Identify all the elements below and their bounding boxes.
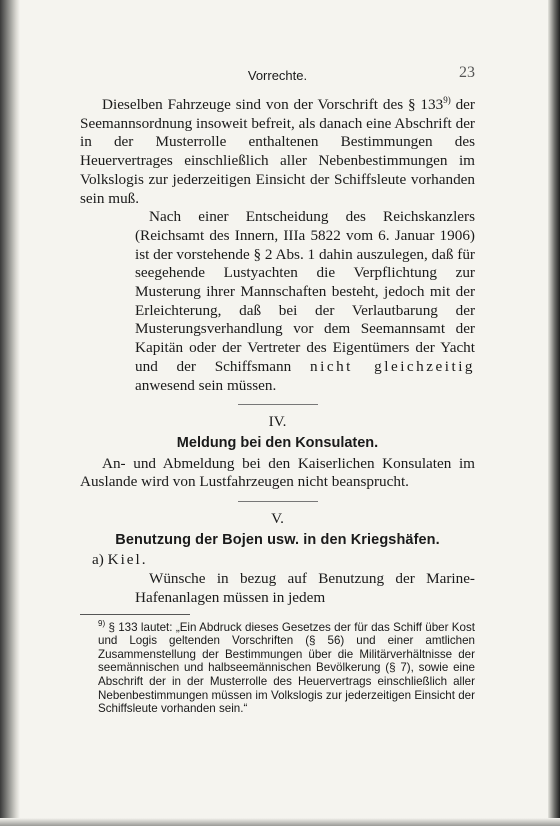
page-gutter-shadow bbox=[0, 0, 20, 826]
paragraph-hafenanlagen: Wünsche in bezug auf Benutzung der Marine-Hafenanlagen müssen in jedem bbox=[135, 570, 475, 606]
paragraph-text-cont: der Seemannsordnung insoweit befreit, als danach eine Abschrift der in der Musterrolle enthaltenen Bestimmungen des Heuervertrages einschließlich aller Nebenbestimmungen im Volkslogis zur jederzeitigen Einsicht der Schiffsleute vorhanden sein muß. bbox=[80, 96, 475, 207]
page-edge-shadow bbox=[548, 0, 560, 826]
footnote-rule bbox=[80, 614, 190, 615]
emphasized-text: nicht gleichzeitig bbox=[310, 357, 476, 375]
footnote-reference: 9) bbox=[443, 94, 451, 105]
page-bottom-edge bbox=[0, 818, 560, 826]
section-divider bbox=[238, 501, 318, 502]
paragraph-text: Nach einer Entscheidung des Reichskanzlers (Reichsamt des Innern, IIIa 5822 vom 6. Januar 1906) ist der vorstehende § 2 Abs. 1 dahin auszulegen, daß für seegehende Lustyachten die Verpflichtung zur Musterung ihrer Mannschaften besteht, jedoch mit der Erleichterung, daß bei der Verlautbarung der Musterungsverhandlung vor dem Seemannsamt der Kapitän oder der Vertreter des Eigentümers der Yacht und der Schiffsmann bbox=[135, 208, 475, 375]
page-header bbox=[80, 64, 475, 86]
footnote-text: § 133 lautet: „Ein Abdruck dieses Gesetzes der für das Schiff über Kost und Logis geltenden Vorschriften (§ 56) und einer amtlichen Zusammenstellung der Bestimmungen über die Militärverhältnisse der seemännischen und halbseemännischen Bevölkerung (§ 7), sowie eine Abschrift der in der Musterrolle des Heuervertrags einschließlich aller Nebenbestimmungen müssen im Volkslogis zur jederzeitigen Einsicht der Schiffsleute vorhanden sein.“ bbox=[98, 620, 475, 716]
section-title-konsulaten: Meldung bei den Konsulaten. bbox=[176, 434, 379, 451]
running-head: Vorrechte. bbox=[247, 68, 308, 83]
subsection-label: Kiel. bbox=[107, 551, 148, 569]
paragraph-seemannsordnung bbox=[80, 96, 475, 208]
paragraph-text: Dieselben Fahrzeuge sind von der Vorschrift des § 133 bbox=[102, 96, 444, 113]
subsection-kiel bbox=[80, 551, 475, 570]
footnote-mark: 9) bbox=[98, 618, 106, 628]
subsection-prefix: a) bbox=[92, 551, 104, 569]
indented-block bbox=[135, 208, 475, 395]
section-number-v: V. bbox=[271, 510, 284, 528]
paragraph-tail: anwesend sein müssen. bbox=[135, 376, 277, 394]
section-title-bojen: Benutzung der Bojen usw. in den Kriegshäfen. bbox=[115, 531, 440, 548]
page-content bbox=[80, 64, 475, 716]
footnote bbox=[80, 618, 475, 716]
paragraph-reichskanzler bbox=[135, 208, 475, 395]
section-number-iv: IV. bbox=[268, 413, 287, 431]
page-number: 23 bbox=[459, 64, 475, 81]
paragraph-konsulaten: An- und Abmeldung bei den Kaiserlichen Konsulaten im Auslande wird von Lustfahrzeugen nicht beansprucht. bbox=[80, 454, 475, 491]
section-divider bbox=[238, 404, 318, 405]
